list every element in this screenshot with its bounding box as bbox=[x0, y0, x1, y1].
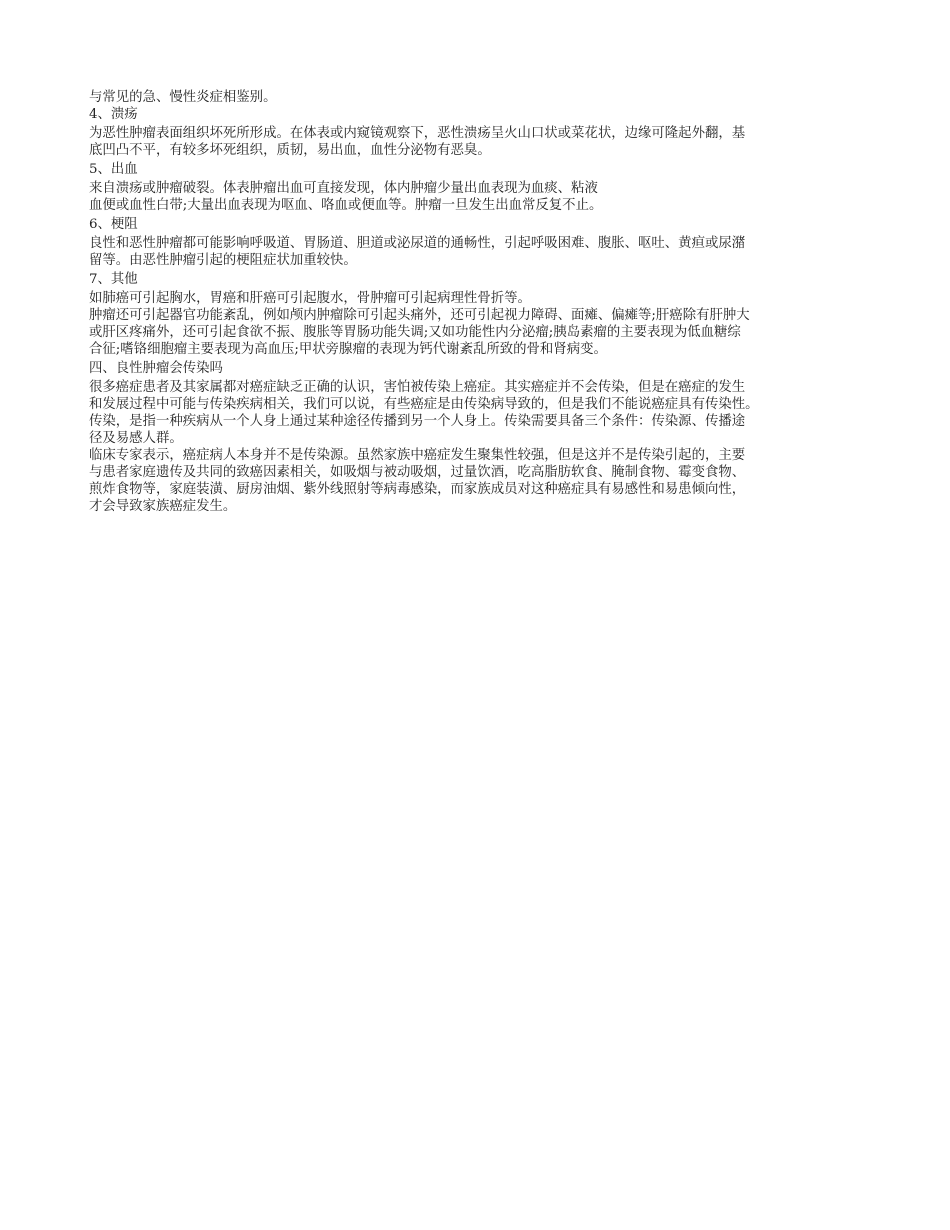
section-body-contagion bbox=[89, 379, 861, 515]
text-line: 底凹凸不平，有较多坏死组织，质韧，易出血，血性分泌物有恶臭。 bbox=[89, 143, 491, 158]
section-body-bleeding bbox=[89, 180, 861, 214]
text-line: 留等。由恶性肿瘤引起的梗阻症状加重较快。 bbox=[89, 253, 357, 268]
text-line: 传染，是指一种疾病从一个人身上通过某种途径传播到另一个人身上。传染需要具备三个条件：传染源、传播途 bbox=[89, 414, 746, 429]
section-heading-ulcer: 4、溃疡 bbox=[89, 107, 138, 122]
text-line: 很多癌症患者及其家属都对癌症缺乏正确的认识，害怕被传染上癌症。其实癌症并不会传染，但是在癌症的发生 bbox=[89, 380, 746, 395]
text-line: 才会导致家族癌症发生。 bbox=[89, 499, 237, 514]
text-line: 与患者家庭遗传及共同的致癌因素相关，如吸烟与被动吸烟，过量饮酒，吃高脂肪软食、腌制食物、霉变食物、 bbox=[89, 465, 746, 480]
text-line: 径及易感人群。 bbox=[89, 431, 183, 446]
text-line: 肿瘤还可引起器官功能紊乱，例如颅内肿瘤除可引起头痛外，还可引起视力障碍、面瘫、偏瘫等;肝癌除有肝肿大 bbox=[89, 308, 750, 323]
section-heading-bleeding: 5、出血 bbox=[89, 162, 138, 177]
text-line: 或肝区疼痛外，还可引起食欲不振、腹胀等胃肠功能失调;又如功能性内分泌瘤;胰岛素瘤的主要表现为低血糖综 bbox=[89, 325, 741, 340]
text-line: 良性和恶性肿瘤都可能影响呼吸道、胃肠道、胆道或泌尿道的通畅性，引起呼吸困难、腹胀、呕吐、黄疸或尿潴 bbox=[89, 236, 746, 251]
text-line: 煎炸食物等，家庭装潢、厨房油烟、紫外线照射等病毒感染，而家族成员对这种癌症具有易感性和易患倾向性， bbox=[89, 482, 746, 497]
text-line: 为恶性肿瘤表面组织坏死所形成。在体表或内窥镜观察下，恶性溃疡呈火山口状或菜花状，边缘可隆起外翻，基 bbox=[89, 126, 746, 141]
section-heading-contagion: 四、良性肿瘤会传染吗 bbox=[89, 361, 223, 376]
section-body-other bbox=[89, 290, 861, 358]
section-body-obstruction bbox=[89, 235, 861, 269]
document-body bbox=[89, 89, 861, 517]
section-heading-other: 7、其他 bbox=[89, 272, 138, 287]
text-line: 来自溃疡或肿瘤破裂。体表肿瘤出血可直接发现，体内肿瘤少量出血表现为血痰、粘液 bbox=[89, 181, 598, 196]
text-line: 血便或血性白带;大量出血表现为呕血、咯血或便血等。肿瘤一旦发生出血常反复不止。 bbox=[89, 198, 603, 213]
text-line: 如肺癌可引起胸水，胃癌和肝癌可引起腹水，骨肿瘤可引起病理性骨折等。 bbox=[89, 291, 531, 306]
text-line: 合征;嗜铬细胞瘤主要表现为高血压;甲状旁腺瘤的表现为钙代谢紊乱所致的骨和肾病变。 bbox=[89, 342, 607, 357]
section-body-ulcer bbox=[89, 125, 861, 159]
text-line: 和发展过程中可能与传染疾病相关，我们可以说，有些癌症是由传染病导致的，但是我们不能说癌症具有传染性。 bbox=[89, 397, 759, 412]
text-line: 临床专家表示，癌症病人本身并不是传染源。虽然家族中癌症发生聚集性较强，但是这并不是传染引起的，主要 bbox=[89, 448, 746, 463]
section-heading-obstruction: 6、梗阻 bbox=[89, 217, 138, 232]
intro-line: 与常见的急、慢性炎症相鉴别。 bbox=[89, 90, 277, 105]
